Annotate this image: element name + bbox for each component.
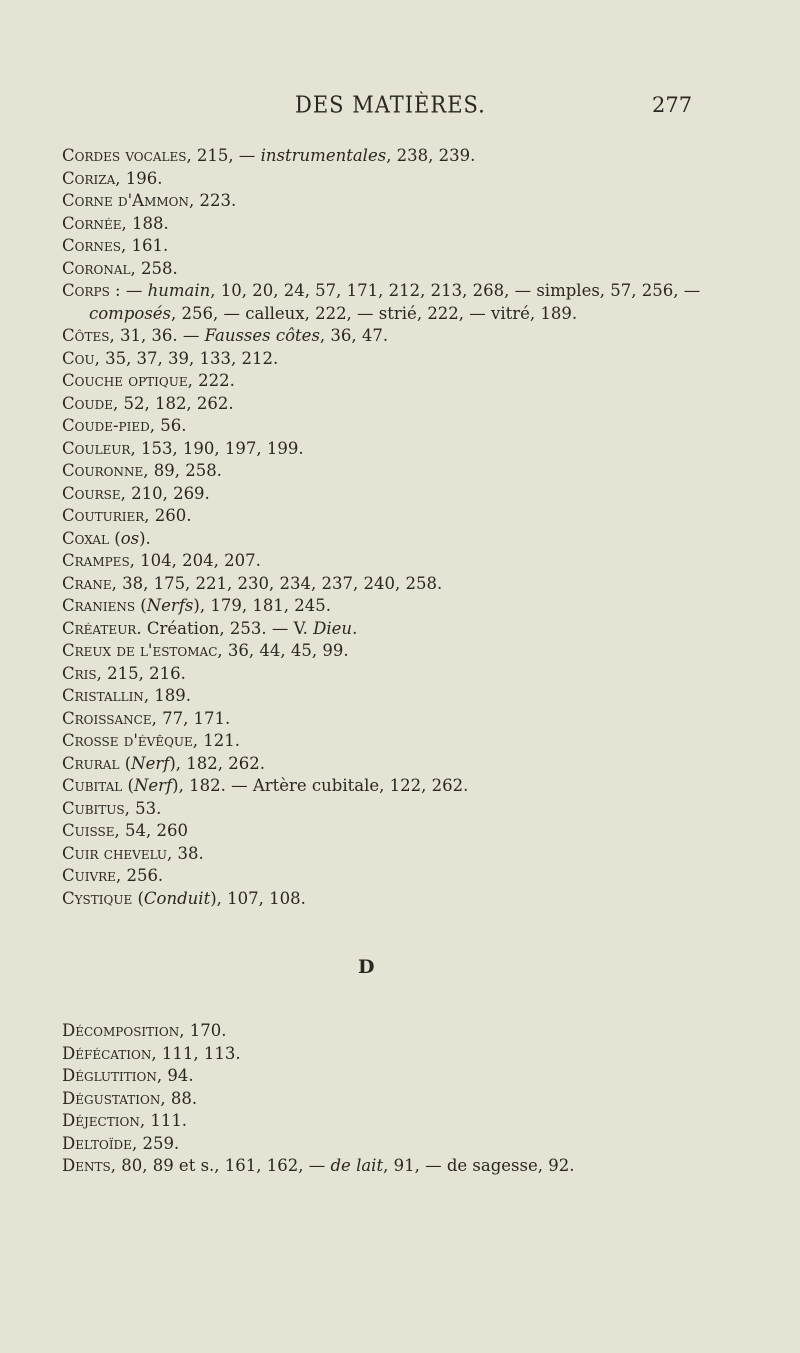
entry-headword: Cubitus — [62, 798, 125, 818]
entry-headword: Côtes — [62, 326, 110, 345]
entry-text-tail: ), 182. — Artère cubitale, 122, 262. — [172, 776, 469, 795]
index-entry — [62, 595, 742, 618]
entry-headword: Coude-pied — [62, 416, 150, 435]
index-entry — [62, 348, 742, 371]
index-entry — [62, 460, 742, 483]
entry-text-tail: ). — [139, 528, 151, 548]
index-entry — [62, 663, 742, 686]
entry-headword: Couleur — [62, 438, 131, 458]
entry-text: , 121. — [192, 731, 241, 750]
entry-headword: Coronal — [62, 258, 131, 278]
entry-text: , 77, 171. — [151, 708, 231, 728]
index-entry — [62, 370, 742, 393]
entry-text: , 36, 44, 45, 99. — [217, 641, 349, 660]
entry-text: , 188. — [121, 213, 169, 233]
entry-text: , 170. — [179, 1021, 227, 1040]
entry-text-tail: ), 107, 108. — [210, 888, 306, 908]
entry-headword: Cuir chevelu — [62, 843, 168, 863]
entry-italic: os — [120, 528, 140, 548]
entry-text: , 215, — — [186, 146, 261, 165]
entry-headword: Creux de l'estomac — [62, 641, 218, 660]
entry-headword: Crosse d'évêque — [62, 731, 193, 750]
entry-headword: Cou — [62, 348, 95, 368]
entry-headword: Déjection — [62, 1111, 140, 1130]
entry-headword: Coude — [62, 393, 113, 413]
entry-text: , 111, 113. — [151, 1043, 241, 1063]
entry-italic: de lait — [330, 1156, 384, 1175]
index-entry — [62, 888, 742, 911]
index-entry — [62, 1133, 742, 1156]
entry-headword: Craniens — [62, 596, 136, 615]
entry-headword: Coriza — [62, 168, 116, 188]
index-entry — [62, 1020, 742, 1043]
entry-text: , 258. — [130, 258, 178, 278]
entry-headword: Couronne — [62, 461, 144, 480]
index-entry — [62, 843, 742, 866]
entry-italic: Nerfs — [146, 596, 194, 615]
entry-text: , 56. — [149, 416, 187, 435]
entry-text: ( — [109, 528, 121, 548]
entry-headword: Corps — [62, 281, 110, 300]
entry-headword: Couche optique — [62, 371, 188, 390]
index-entry — [62, 483, 742, 506]
entry-italic: Fausses côtes — [204, 326, 320, 345]
entry-italic: Dieu — [313, 618, 353, 638]
entry-headword: Corne d'Ammon — [62, 191, 189, 210]
entry-text: ( — [132, 888, 144, 908]
entry-headword: Défécation — [62, 1043, 152, 1063]
index-entry — [62, 618, 742, 641]
page-number: 277 — [652, 93, 693, 117]
entry-headword: Crane — [62, 573, 112, 593]
index-entry — [62, 753, 742, 776]
entry-text: , 38, 175, 221, 230, 234, 237, 240, 258. — [111, 573, 443, 593]
entry-text: , 38. — [167, 843, 204, 863]
index-entry — [62, 325, 742, 348]
entry-italic: Nerf — [131, 753, 170, 773]
index-entry — [62, 505, 742, 528]
index-entry — [62, 393, 742, 416]
index-entry — [62, 798, 742, 821]
index-entry — [62, 685, 742, 708]
entry-text-tail: , 256, — calleux, 222, — strié, 222, — vitré, 189. — [171, 303, 578, 323]
entry-text: , 53. — [124, 798, 162, 818]
entry-headword: Cordes vocales — [62, 146, 187, 165]
index-entry — [62, 280, 742, 303]
entry-text: , 54, 260 — [114, 821, 188, 840]
entry-headword: Créateur — [62, 618, 137, 638]
index-entry — [62, 190, 742, 213]
entry-headword: Cristallin — [62, 686, 144, 705]
index-entries-d — [62, 1020, 742, 1178]
index-entry — [62, 1065, 742, 1088]
index-entry — [62, 1110, 742, 1133]
index-entry — [62, 550, 742, 573]
entry-text: , 189. — [143, 686, 192, 705]
entry-text: , 223. — [189, 191, 237, 210]
entry-text: : — — [109, 281, 148, 300]
section-letter: D — [358, 956, 375, 978]
index-entry — [62, 415, 742, 438]
entry-headword: Cuisse — [62, 821, 115, 840]
entry-headword: Coxal — [62, 528, 110, 548]
index-entry — [62, 730, 742, 753]
entry-text-tail: , 10, 20, 24, 57, 171, 212, 213, 268, — simples, 57, 256, — — [210, 281, 701, 300]
index-entry — [62, 708, 742, 731]
entry-text: ( — [135, 596, 147, 615]
entry-text-tail: , 91, — de sagesse, 92. — [383, 1156, 575, 1175]
entry-text: ( — [122, 776, 134, 795]
entry-italic: Conduit — [143, 888, 211, 908]
entry-italic: instrumentales — [260, 146, 387, 165]
entry-headword: Dents — [62, 1156, 111, 1175]
entry-text: , 153, 190, 197, 199. — [130, 438, 304, 458]
entry-text: ( — [119, 753, 132, 773]
entry-text-tail: , 238, 239. — [386, 146, 476, 165]
entry-text: , 222. — [187, 371, 235, 390]
index-entry — [62, 573, 742, 596]
index-entry — [62, 168, 742, 191]
entry-text-tail: . — [352, 618, 358, 638]
entry-headword: Déglutition — [62, 1066, 157, 1085]
entry-text: , 35, 37, 39, 133, 212. — [94, 348, 279, 368]
entry-text: , 256. — [115, 866, 164, 885]
entry-headword: Cuivre — [62, 866, 116, 885]
entry-text: , 111. — [139, 1111, 188, 1130]
index-entry — [62, 303, 742, 326]
index-entry — [62, 145, 742, 168]
index-entry — [62, 1088, 742, 1111]
index-entry — [62, 1043, 742, 1066]
entry-italic: humain — [147, 281, 211, 300]
entry-headword: Décomposition — [62, 1021, 180, 1040]
entry-italic: Nerf — [133, 776, 173, 795]
entry-text: , 210, 269. — [120, 483, 210, 503]
index-entry — [62, 235, 742, 258]
entry-text-tail: ), 182, 262. — [169, 753, 265, 773]
entry-italic: composés — [89, 303, 172, 323]
entry-headword: Cubital — [62, 776, 123, 795]
entry-headword: Dégustation — [62, 1088, 161, 1108]
entry-text: , 161. — [120, 236, 169, 255]
index-entry — [62, 775, 742, 798]
index-entry — [62, 1155, 742, 1178]
entry-text: , 215, 216. — [96, 663, 186, 683]
entry-text: , 80, 89 et s., 161, 162, — — [110, 1156, 331, 1175]
entry-headword: Deltoïde — [62, 1133, 132, 1153]
entry-text: , 260. — [144, 506, 192, 525]
entry-text: , 89, 258. — [143, 461, 222, 480]
entry-text-tail: , 36, 47. — [319, 326, 389, 345]
index-entries-c — [62, 145, 742, 910]
entry-headword: Couturier — [62, 506, 145, 525]
entry-text: . Création, 253. — V. — [136, 618, 314, 638]
entry-text: , 94. — [156, 1066, 194, 1085]
entry-headword: Croissance — [62, 708, 152, 728]
entry-headword: Course — [62, 483, 121, 503]
entry-headword: Cris — [62, 663, 97, 683]
entry-headword: Cornes — [62, 236, 121, 255]
entry-text: , 196. — [115, 168, 163, 188]
entry-headword: Crural — [62, 753, 120, 773]
index-entry — [62, 865, 742, 888]
index-entry — [62, 213, 742, 236]
entry-headword: Cornée — [62, 213, 122, 233]
index-entry — [62, 820, 742, 843]
page-title: DES MATIÈRES. — [295, 91, 486, 119]
entry-text: , 88. — [160, 1088, 198, 1108]
entry-text: , 31, 36. — — [109, 326, 205, 345]
index-entry — [62, 438, 742, 461]
entry-text-tail: ), 179, 181, 245. — [193, 596, 332, 615]
entry-headword: Crampes — [62, 551, 130, 570]
entry-text: , 259. — [131, 1133, 180, 1153]
running-header — [0, 93, 800, 123]
index-entry — [62, 528, 742, 551]
entry-headword: Cystique — [62, 888, 133, 908]
entry-text: , 104, 204, 207. — [129, 551, 261, 570]
entry-text: , 52, 182, 262. — [112, 393, 234, 413]
index-entry — [62, 640, 742, 663]
index-entry — [62, 258, 742, 281]
